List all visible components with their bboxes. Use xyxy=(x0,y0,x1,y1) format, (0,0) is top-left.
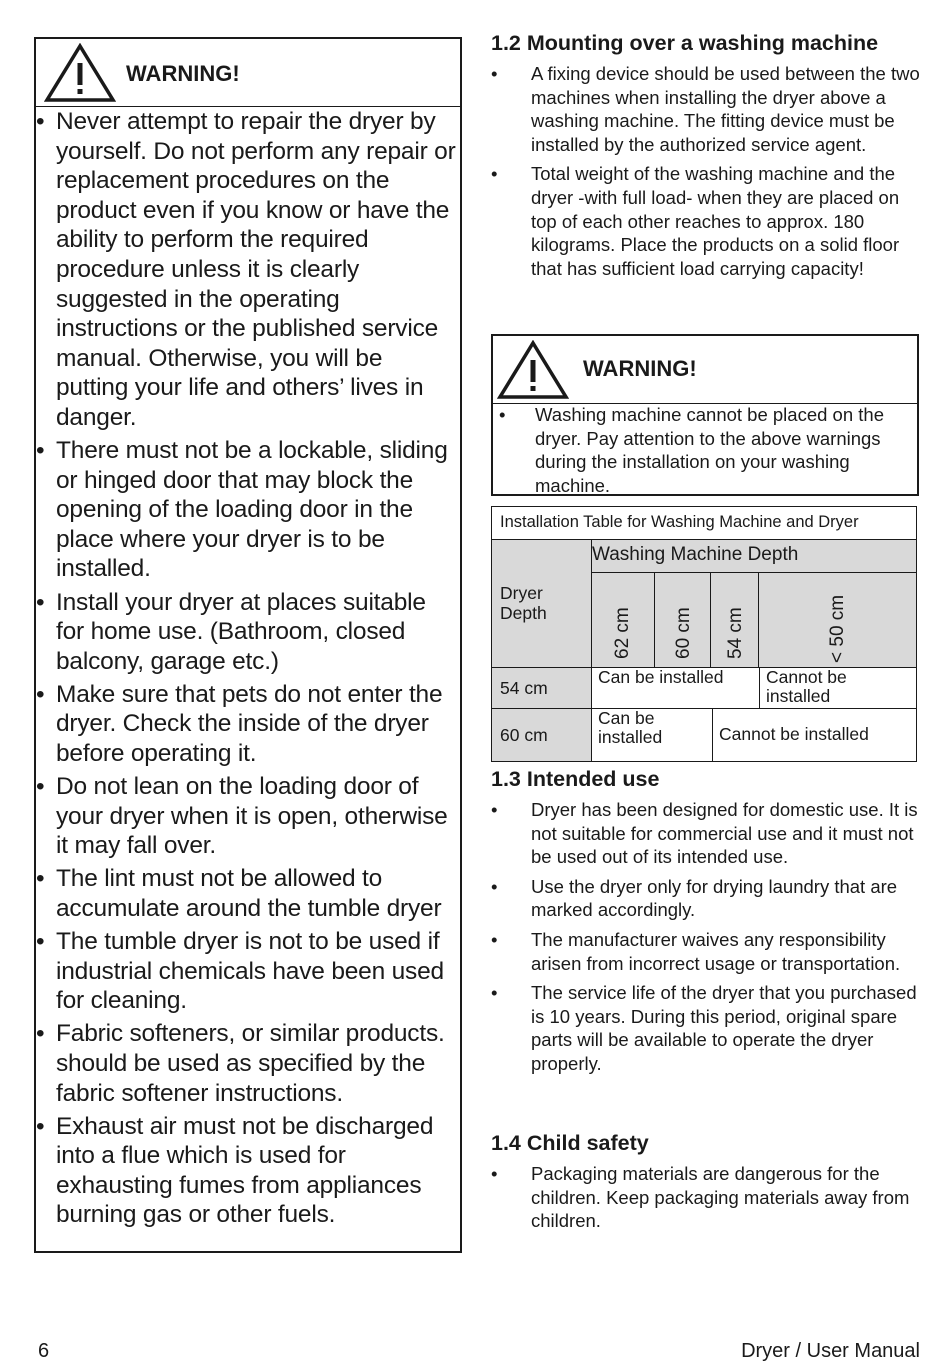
bullet: • xyxy=(36,680,45,708)
list-item: • There must not be a lockable, sliding or hinged door that may block the opening of the loading door in the place where your dryer is to be installed. xyxy=(36,437,448,583)
bullet: • xyxy=(491,799,498,820)
bullet: • xyxy=(491,63,498,84)
bullet: • xyxy=(36,928,45,956)
bullet: • xyxy=(491,982,498,1004)
warning-triangle-icon xyxy=(497,340,569,400)
bullet: • xyxy=(499,404,506,425)
section-heading: 1.4 Child safety xyxy=(491,1131,649,1155)
list-item: • Dryer has been designed for domestic use. It is not suitable for commercial use and it must not be used out of its intended use. xyxy=(491,799,918,868)
table-caption: Installation Table for Washing Machine and Dryer xyxy=(491,506,917,540)
left-warning-list xyxy=(36,107,460,1230)
bullet: • xyxy=(36,773,45,801)
list-item: • A fixing device should be used between the two machines when installing the dryer above a washing machine. The fitting device must be installed by the authorized service agent. xyxy=(491,63,920,155)
bullet: • xyxy=(36,437,45,465)
installation-table xyxy=(491,506,919,762)
list-item: • Never attempt to repair the dryer by yourself. Do not perform any repair or replacement procedures on the product even if you know or have the ability to perform the required procedure unless it is clearly suggested in the operating instructions or the published service manual. Otherwise, you will be putting your life and others’ lives in danger. xyxy=(36,108,456,431)
table-cell-can: Can be installed xyxy=(591,708,713,762)
list-item: • Do not lean on the loading door of your dryer when it is open, otherwise it may fall over. xyxy=(36,773,448,860)
col-group-washing-machine-depth: Washing Machine Depth xyxy=(591,539,917,573)
left-warning-box xyxy=(34,37,462,1253)
right-warning-header xyxy=(493,336,917,404)
warning-triangle-icon xyxy=(44,43,116,103)
col-header: 54 cm xyxy=(710,572,759,668)
col-header: 62 cm xyxy=(591,572,655,668)
section-list xyxy=(491,62,921,280)
bullet: • xyxy=(36,1020,45,1048)
section-list xyxy=(491,1162,921,1233)
right-warning-title: WARNING! xyxy=(583,356,697,381)
list-item: • Install your dryer at places suitable for home use. (Bathroom, closed balcony, garage etc.) xyxy=(36,588,426,675)
section-heading: 1.3 Intended use xyxy=(491,767,660,791)
page-number: 6 xyxy=(38,1340,50,1362)
section-heading: 1.2 Mounting over a washing machine xyxy=(491,31,879,55)
bullet: • xyxy=(491,875,498,897)
list-item: • Make sure that pets do not enter the dryer. Check the inside of the dryer before operating it. xyxy=(36,680,443,767)
list-item: • Washing machine cannot be placed on the dryer. Pay attention to the above warnings during the installation on your washing machine. xyxy=(499,404,884,496)
bullet: • xyxy=(491,928,498,950)
footer-title: Dryer / User Manual xyxy=(741,1340,920,1362)
list-item: • The lint must not be allowed to accumulate around the tumble dryer xyxy=(36,865,442,922)
list-item: • Packaging materials are dangerous for the children. Keep packaging materials away from children. xyxy=(491,1163,910,1232)
list-item: • Total weight of the washing machine and the dryer -with full load- when they are placed on top of each other reaches to approx. 180 kilograms. Place the products on a solid floor that has sufficient load carrying capacity! xyxy=(491,163,900,279)
left-warning-header xyxy=(36,39,460,107)
table-cell-can: Can be installed xyxy=(591,667,760,709)
list-item: • The tumble dryer is not to be used if industrial chemicals have been used for cleaning. xyxy=(36,928,444,1015)
list-item: • Fabric softeners, or similar products. should be used as specified by the fabric softener instructions. xyxy=(36,1020,445,1107)
row-label: 60 cm xyxy=(491,708,592,762)
bullet: • xyxy=(491,1163,498,1184)
left-warning-title: WARNING! xyxy=(126,61,240,86)
section-1-3 xyxy=(491,766,921,1082)
list-item: • The service life of the dryer that you purchased is 10 years. During this period, original spare parts will be available to operate the dryer properly. xyxy=(491,982,917,1074)
section-1-2 xyxy=(491,30,921,286)
bullet: • xyxy=(36,588,45,616)
bullet: • xyxy=(36,1112,45,1140)
list-item: • The manufacturer waives any responsibility arisen from incorrect usage or transportation. xyxy=(491,928,901,974)
list-item: • Use the dryer only for drying laundry that are marked accordingly. xyxy=(491,875,898,921)
bullet: • xyxy=(36,108,45,135)
table-cell-cannot: Cannot be installed xyxy=(759,667,917,709)
row-header-dryer-depth: Dryer Depth xyxy=(491,539,592,668)
table-cell-cannot: Cannot be installed xyxy=(712,708,917,762)
list-item: • Exhaust air must not be discharged into a flue which is used for exhausting fumes from appliances burning gas or other fuels. xyxy=(36,1112,434,1229)
row-label: 54 cm xyxy=(491,667,592,709)
section-list xyxy=(491,798,921,1076)
bullet: • xyxy=(491,163,498,185)
right-warning-box xyxy=(491,334,919,496)
col-header: < 50 cm xyxy=(758,572,917,668)
bullet: • xyxy=(36,865,45,893)
section-1-4 xyxy=(491,1130,921,1239)
col-header: 60 cm xyxy=(654,572,711,668)
right-warning-list xyxy=(493,403,917,497)
